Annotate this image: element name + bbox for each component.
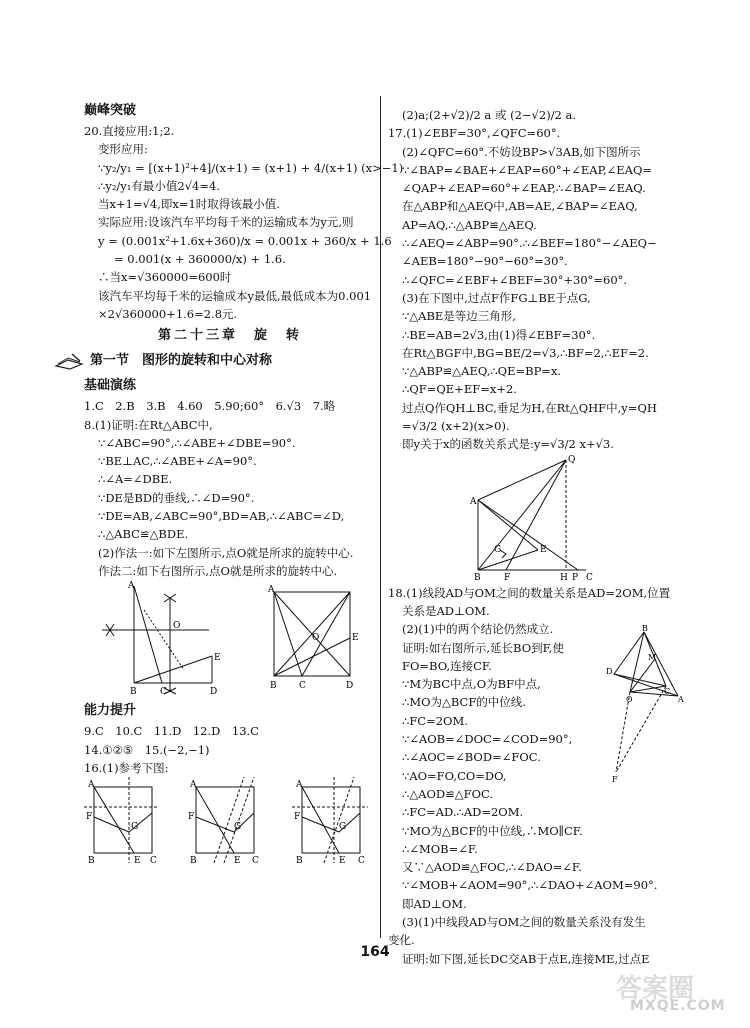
svg-text:O: O: [312, 633, 320, 644]
q17-line: ∠AEB=180°−90°−60°=30°.: [402, 254, 568, 269]
svg-text:A: A: [678, 694, 684, 704]
q20-line: ×2√360000+1.6=2.8元.: [98, 306, 238, 321]
svg-text:F: F: [612, 774, 618, 784]
section-peak-heading: 巅峰突破: [84, 103, 137, 118]
section-ability-heading: 能力提升: [84, 703, 137, 719]
svg-text:E: E: [234, 856, 241, 867]
svg-text:F: F: [294, 812, 301, 823]
q20-line: = 0.001(x + 360000/x) + 1.6.: [114, 252, 286, 267]
q20-line: 当x+1=√4,即x=1时取得该最小值.: [98, 197, 280, 212]
basic-line: ∵∠ABC=90°,∴∠ABE+∠DBE=90°.: [98, 435, 296, 450]
watermark-url: MXQE.COM: [630, 998, 726, 1014]
svg-text:D: D: [346, 681, 354, 692]
q18-line: ∵MO为△BCF的中位线,∴MO∥CF.: [402, 823, 583, 838]
rotation-center-figures: [84, 580, 376, 698]
svg-text:C: C: [586, 572, 593, 583]
basic-line: ∵DE=AB,∠ABC=90°,BD=AB,∴∠ABC=∠D,: [98, 509, 345, 524]
q18-line: 证明:如右图所示,延长BO到F,使: [402, 640, 564, 655]
q18-line: ∵∠AOB=∠DOC=∠COD=90°,: [402, 732, 573, 747]
basic-line: ∵DE是BD的垂线,∴∠D=90°.: [98, 490, 255, 505]
q17-line: (2)∠QFC=60°.不妨设BP>√3AB,如下图所示: [402, 144, 641, 159]
q17-line: ∴∠AEQ=∠ABP=90°.∴∠BEF=180°−∠AEQ−: [402, 236, 657, 251]
q20-line: ∴当x=√360000=600时: [98, 270, 232, 285]
svg-text:C: C: [664, 686, 671, 696]
basic-line: (2)作法一:如下左图所示,点O就是所求的旋转中心.: [98, 545, 354, 560]
svg-text:B: B: [270, 681, 277, 692]
q17-line: AP=AQ,∴△ABP≌△AEQ.: [402, 217, 537, 232]
q18-line: 又∵△AOD≌△FOC,∴∠DAO=∠F.: [402, 860, 582, 875]
svg-text:F: F: [86, 812, 93, 823]
right-column: [388, 106, 700, 968]
svg-text:B: B: [88, 856, 95, 867]
svg-text:E: E: [134, 856, 141, 867]
svg-text:C: C: [299, 681, 306, 692]
section-title-text: 第一节 图形的旋转和中心对称: [90, 353, 273, 369]
q20-line: ∵y₂/y₁ = [(x+1)²+4]/(x+1) = (x+1) + 4/(x+1) (x>−1): [98, 160, 404, 175]
q20-line: ∴y₂/y₁有最小值2√4=4.: [98, 178, 220, 193]
ability-line: 9.C 10.C 11.D 12.D 13.C: [84, 724, 259, 739]
q17-line: 即y关于x的函数关系式是:y=√3/2 x+√3.: [402, 437, 614, 452]
q20-line: 实际应用:设该汽车平均每千米的运输成本为y元,则: [98, 215, 354, 230]
q20-line: 变形应用:: [98, 142, 148, 157]
basic-line: 作法二:如下右图所示,点O就是所求的旋转中心.: [98, 563, 338, 578]
basic-line: ∴∠A=∠DBE.: [98, 472, 173, 487]
q18-line: (3)(1)中线段AD与OM之间的数量关系没有发生: [402, 914, 646, 929]
section-title: [54, 349, 376, 373]
book-icon: [54, 352, 84, 370]
svg-text:M: M: [648, 652, 657, 662]
q18-line: 关系是AD⊥OM.: [402, 603, 490, 618]
svg-text:H: H: [560, 572, 568, 583]
q17-line: 在Rt△BGF中,BG=BE/2=√3,∴BF=2,∴EF=2.: [402, 345, 649, 360]
q17-line: ∴BE=AB=2√3,由(1)得∠EBF=30°.: [402, 327, 596, 342]
q18-line: 变化.: [388, 933, 415, 948]
q17-line: (2)a;(2+√2)/2 a 或 (2−√2)/2 a.: [402, 108, 577, 122]
svg-text:Q: Q: [568, 454, 576, 465]
q17-line: =√3/2 (x+2)(x>0).: [402, 419, 510, 434]
q17-line: 17.(1)∠EBF=30°,∠QFC=60°.: [388, 126, 561, 141]
basic-line: 8.(1)证明:在Rt△ABC中,: [84, 417, 213, 432]
q18-line: ∴FC=AD.∴AD=2OM.: [402, 805, 524, 820]
q18-line: ∴FC=2OM.: [402, 713, 468, 728]
q17-line: ∵∠BAP=∠BAE+∠EAP=60°+∠EAP,∠EAQ=: [402, 162, 653, 177]
q18-line: ∴△AOD≌△FOC.: [402, 786, 494, 801]
svg-text:A: A: [128, 581, 135, 592]
svg-text:B: B: [474, 572, 481, 583]
svg-text:C: C: [160, 687, 167, 698]
q17-line: ∵△ABP≌△AEQ,∴QE=BP=x.: [402, 364, 562, 379]
q18-line: ∴MO为△BCF的中位线.: [402, 695, 526, 710]
svg-text:O: O: [173, 621, 181, 632]
q16-reference-figures: [84, 777, 376, 867]
svg-text:B: B: [642, 623, 648, 633]
svg-text:G: G: [339, 822, 347, 833]
q18-line: ∴∠AOC=∠BOD=∠FOC.: [402, 750, 541, 765]
svg-text:F: F: [504, 572, 511, 583]
column-divider: [380, 96, 381, 938]
svg-text:A: A: [190, 780, 197, 791]
basic-line: ∴△ABC≌△BDE.: [98, 527, 189, 542]
svg-text:A: A: [88, 780, 95, 791]
q18-line: ∵AO=FO,CO=DO,: [402, 768, 507, 783]
q17-line: ∴QF=QE+EF=x+2.: [402, 382, 517, 397]
svg-text:G: G: [131, 822, 139, 833]
svg-text:A: A: [268, 585, 275, 596]
q17-line: ∠QAP+∠EAP=60°+∠EAP,∴∠BAP=∠EAQ.: [402, 181, 646, 196]
watermark-logo: [612, 968, 740, 1024]
svg-text:B: B: [296, 856, 303, 867]
q18-line: 即AD⊥OM.: [402, 896, 467, 911]
q18-line: (2)(1)中的两个结论仍然成立.: [402, 622, 554, 637]
q18-line: ∵∠MOB+∠AOM=90°,∴∠DAO+∠AOM=90°.: [402, 878, 658, 893]
q18-line: ∴∠MOB=∠F.: [402, 841, 478, 856]
q20-line: 该汽车平均每千米的运输成本y最低,最低成本为0.001: [98, 288, 372, 303]
svg-text:E: E: [214, 653, 221, 664]
section-basic-heading: 基础演练: [84, 378, 137, 394]
svg-text:E: E: [352, 633, 359, 644]
q17-figure: [388, 454, 700, 584]
ability-line: 16.(1)参考下图:: [84, 760, 169, 775]
svg-text:P: P: [572, 572, 579, 583]
svg-text:B: B: [130, 687, 137, 698]
svg-text:O: O: [626, 694, 633, 704]
q18-line: 18.(1)线段AD与OM之间的数量关系是AD=2OM,位置: [388, 585, 671, 600]
left-column: [84, 98, 404, 867]
q20-line: 20.直接应用:1;2.: [84, 124, 175, 138]
svg-text:F: F: [188, 812, 195, 823]
q18-figure: [606, 624, 688, 784]
q20-line: y = (0.001x²+1.6x+360)/x = 0.001x + 360/x + 1.6: [98, 233, 392, 248]
svg-text:C: C: [150, 856, 157, 867]
svg-text:D: D: [606, 666, 613, 676]
q17-line: 过点Q作QH⊥BC,垂足为H,在Rt△QHF中,y=QH: [402, 400, 657, 415]
watermark-text: 答案圈: [616, 974, 695, 1004]
basic-line: ∵BE⊥AC,∴∠ABE+∠A=90°.: [98, 454, 257, 469]
chapter-title: 第二十三章 旋 转: [157, 328, 302, 344]
svg-text:G: G: [234, 822, 242, 833]
q18-line: FO=BO,连接CF.: [402, 658, 492, 673]
svg-text:A: A: [470, 496, 477, 507]
page-number: 164: [360, 944, 390, 960]
svg-text:E: E: [540, 544, 547, 555]
svg-text:G: G: [494, 544, 502, 555]
svg-text:B: B: [190, 856, 197, 867]
q18-line: 证明:如下图,延长DC交AB于点E,连接ME,过点E: [402, 951, 650, 966]
q17-line: 在△ABP和△AEQ中,AB=AE,∠BAP=∠EAQ,: [402, 199, 638, 214]
basic-line: 1.C 2.B 3.B 4.60 5.90;60° 6.√3 7.略: [84, 399, 336, 414]
svg-text:C: C: [252, 856, 259, 867]
ability-line: 14.①②⑤ 15.(−2,−1): [84, 742, 210, 757]
q17-line: ∵△ABE是等边三角形,: [402, 309, 516, 324]
svg-text:E: E: [339, 856, 346, 867]
q17-line: ∴∠QFC=∠EBF+∠BEF=30°+30°=60°.: [402, 272, 628, 287]
svg-text:D: D: [210, 687, 218, 698]
q18-line: ∵M为BC中点,O为BF中点,: [402, 677, 541, 692]
q17-line: (3)在下图中,过点F作FG⊥BE于点G,: [402, 290, 591, 305]
q18-block: [388, 584, 700, 968]
svg-text:A: A: [296, 780, 303, 791]
svg-text:C: C: [358, 856, 365, 867]
